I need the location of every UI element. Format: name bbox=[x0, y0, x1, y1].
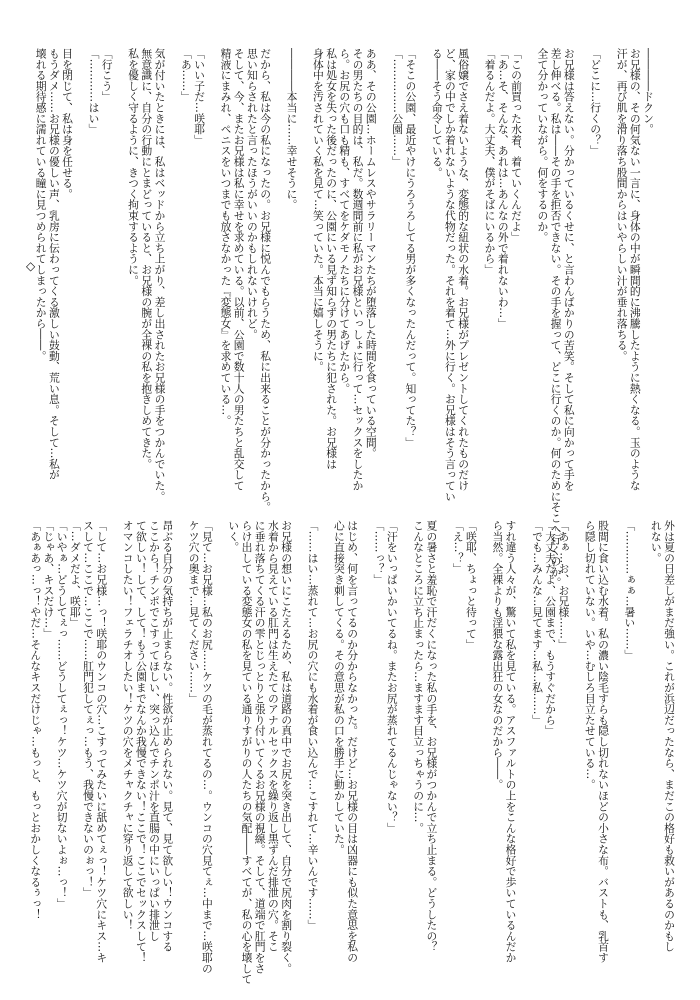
lower-text-column: 外は夏の日差しがまだ強い。これが浜辺だったなら、まだこの格好も救いがあるのかもし れない。 「…………ぁぁ…暑い……」 股間に食い込む水着。私の濃い陰毛すらも隠し切れないほどの小さな布。バストも、乳首す ら隠し切れていない。いや…むしろ目立たせている…。 「あぁ…お、お兄様……」 「大丈夫だよ、公園まで、もうすぐだから」 「でも…みんな…見てます…私…私……」 すれ違う人々が、驚いて私を見ている。アスファルトの上をこんな格好で歩いているんだか ら当然。全裸よりも淫猥な露出狂の女なのだから――。 「咲耶、ちょっと待って」 「え…？」 夏の暑さと羞恥で汗だくになった私の手を、お兄様がつかんで立ち止まる。どうしたの？ こんなところに立ち止まったら…ますます目立っちゃうのに…。 「汗をいっぱいかいてるね。またお尻が蒸れてるんじゃない？」 「……っ？」 はじめ、何を言ってるのか分からなかった。だけど…お兄様の目は凶器にも似た意思を私の 心に直接突き刺してくる。その意思が私の口を勝手に動かしていた。 「……はい…蒸れて…お尻の穴にも水着が食い込んで…こすれて…辛いんです……」 お兄様の想いにこたえるため、私は道路の真中でお尻を突き出して、自分で尻肉を割り裂く。 水着から見えている肛門は生えたてのアナルセックスを繰り返し黒ずんだ排泄の穴。そこ に垂れ落ちてくる汗の雫とじっとりと張り付いてくるお兄様の視線。そして、道端で肛門をさ らけ出している変態女の私を見ている通りすがりの人たちの気配――すべてが、私の心を壊して いく。 「見て…お兄様…私のお尻……ケツの毛が蒸れてるの…。ウンコの穴見てぇ…中まで…咲耶の ケツ穴の奥まで…見てください……」 昂ぶる自分の気持ちが止まらない。性欲が止められない。見て、見て欲しい！ウンコする ここから！チンポでこすってほしい、突っ込んでチンポ汁を直腸の中にいっぱい排泄し て欲しい！して、して！もう公園までなんか我慢できない！ここで！ここでセックスして！ オマンコしたい！フェラチオしたい！ケツの穴をメチャクチャに穿り返して欲しい！ 「して…お兄様…っ！咲耶のウンコの穴…こすってみたいに舐めてぇっ！ケツ穴にキス…キ スして…ここで…ここで……肛門犯してぇっ…もう、我慢できないのぉっ！」 「…ダメだよ、咲耶」 「いやぁ…どうしてぇっ……どうしてぇっ！ケツ…ケツ穴が切ないよぉ…っ！」 「じゃあ、キスだけ…」 「あぁあっ…っ！やだ…そんなキスだけじゃ…もっと、もっとおかしくなるぅっ！ bbox=[29, 520, 676, 985]
section-marker: ◇ bbox=[26, 259, 36, 273]
upper-text-column: ――――ドクン。 お兄様の、その何気ない一言に、身体の中が瞬間的に沸騰したように熱くなる。玉のような 汗が、再び肌を滑り落ち股間からはいやらしい汁が垂れ落ちる。 「どこに…行くの？」 お兄様は答えない。分かっているくせに、と言わんばかりの苦笑。そして私に向かって手を 差し伸べる。私は――その手を拒否できない。その手を握って、どこに行くのか。何のためにそこへ行くのか。 全て分かっていながら。何をするのか。 「この前買った水着、着ていくんだよ」 「あ…そ、そんな、あれは…あんなの外で着れないわ…」 「着るんだよ。大丈夫、僕がそばにいるから」 風俗嬢でさえ着ないような、変態的な紐状の水着。お兄様がプレゼントしてくれたものだけ ど、家の中でしか着れないような代物だった。それを着て…外に行く。お兄様はそう言ってい る――そう命令している。 「そこの公園、最近やけにうろうろしてる男が多くなったんだって。知ってた？」 「……………公園……」 ああ、その公園…ホームレスやサラリーマンたちが堕落した時間を食っている空間。 その男たちの目的は、私だ。数週間前に私がお兄様といっしょに行って…セックスをしたか ら。お尻の穴も口も精も、すべてをケダモノたちに分けてあげたから。 私は処女を失った後だったのに、公園にいる見ず知らずの男たちに犯された。お兄様は 身体中を汚されていく私を見て…笑っていた。本当に嬉しそうに。 ――――本当に……幸せそうに。 だから、私は今の私になったの。お兄様に悦んでもらうため、私に出来ることが分かったから。 思い知らされたと言ったほうがいいのかもしれないけれど。 そして、今、またお兄様は私に幸せを求めている。以前、公園で数十人の男たちと乱交して 精液にまみれ、ペニスをいつまでも放さなかった『変態女』を求めている…。 「いい子だ…咲耶」 「あ……」 気が付いたときには、私はベッドから立ち上がり、差し出されたお兄様の手をつかんでいた。 無意識に、自分の行動にとまどっていると、お兄様の腕が全裸の私を抱きしめてきた。 私を優しく守るように、きつく拘束するように。 「行こう」 「…………はい」 目を閉じて、私は身を任せる。 もうダメ……お兄様の優しい声、乳房に伝わってくる激しい鼓動、荒い息。そして…私が 壊れる期待感に濡れている瞳に見つめられてしまったから――。 bbox=[34, 48, 655, 588]
